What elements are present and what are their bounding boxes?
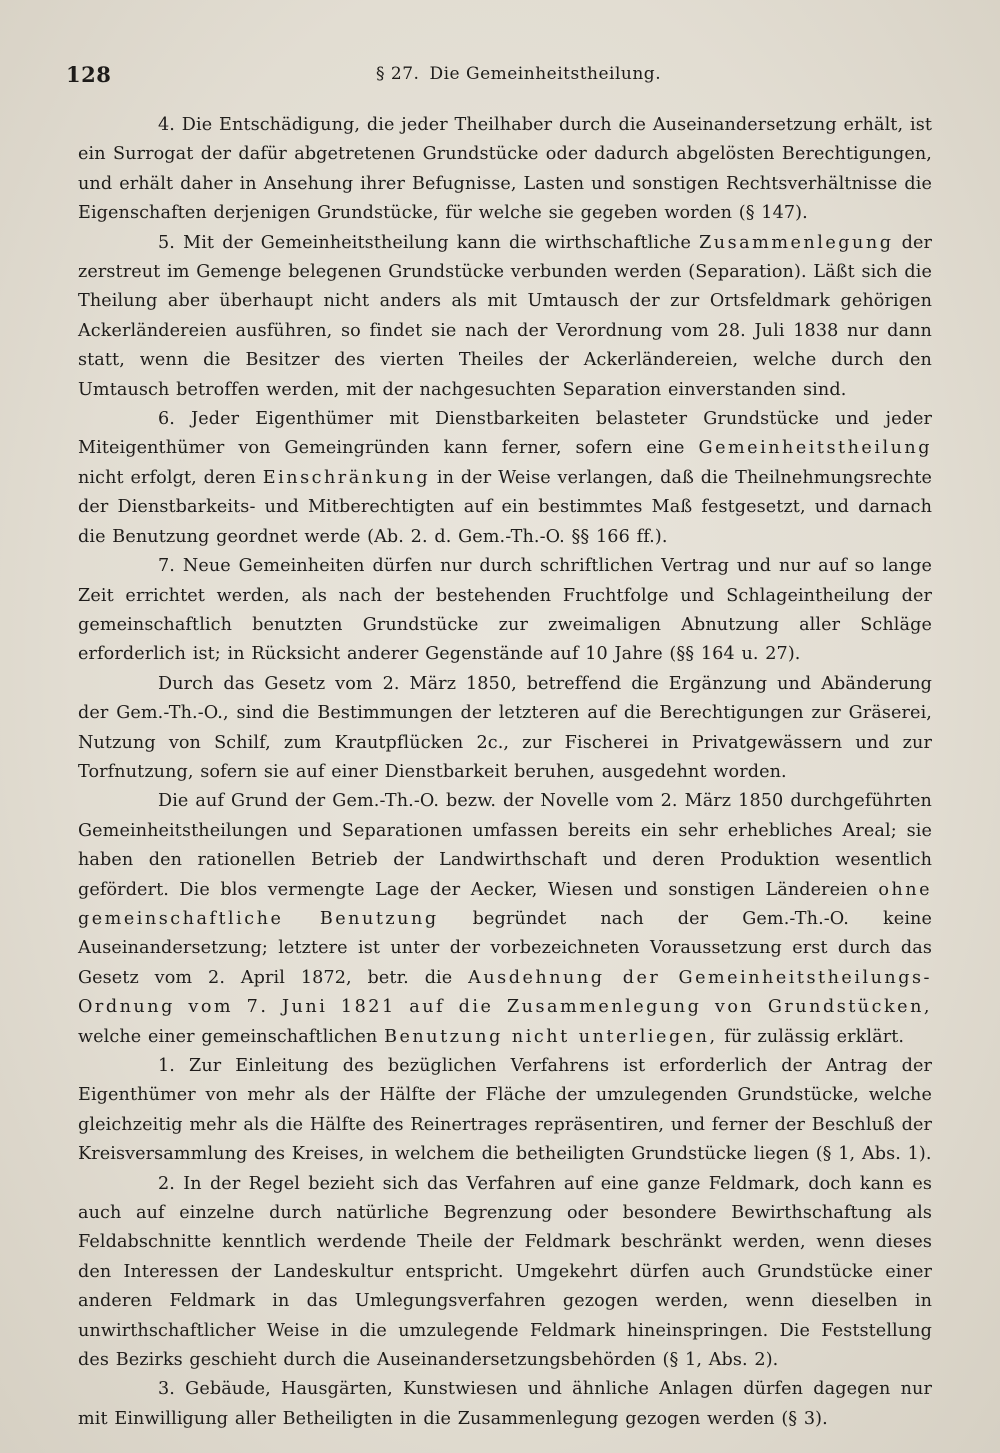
running-head bbox=[376, 64, 661, 84]
running-head-title: Die Gemeinheitstheilung. bbox=[429, 64, 662, 84]
paragraph-p7 bbox=[78, 552, 932, 670]
paragraph-text: Die auf Grund der Gem.-Th.-O. bezw. der Novelle vom 2. März 1850 durchgeführten Gemeinheitstheilungen und Separationen umfassen bereits ein sehr erhebliches Areal; sie haben den rationellen Betrieb der Landwirthschaft und deren Produktion wesentlich gefördert. Die blos vermengte Lage der Aecker, Wiesen und sonstigen Ländereien bbox=[78, 791, 932, 900]
paragraph-text: 3. Gebäude, Hausgärten, Kunstwiesen und ähnliche Anlagen dürfen dagegen nur mit Einwilligung aller Betheiligten in die Zusammenlegung gezogen werden (§ 3). bbox=[78, 1379, 932, 1429]
paragraph-p-z2 bbox=[78, 1170, 932, 1376]
paragraph-text: Durch das Gesetz vom 2. März 1850, betreffend die Ergänzung und Abänderung der Gem.-Th.-O., sind die Bestimmungen der letzteren auf die Berechtigungen zur Gräserei, Nutzung von Schilf, zum Krautpflücken 2c., zur Fischerei in Privatgewässern und zur Torfnutzung, sofern sie auf einer Dienstbarkeit beruhen, ausgedehnt worden. bbox=[78, 673, 932, 782]
paragraph-p-z1 bbox=[78, 1052, 932, 1170]
paragraph-text: 4. Die Entschädigung, die jeder Theilhaber durch die Auseinandersetzung erhält, ist ein Surrogat der dafür abgetretenen Grundstücke oder dadurch abgelösten Berechtigungen, und erhält daher in Ansehung ihrer Befugnisse, Lasten und sonstigen Rechtsverhältnisse die Eigenschaften derjenigen Grundstücke, für welche sie gegeben worden (§ 147). bbox=[78, 115, 932, 224]
spaced-emphasis-text: Zusammenlegung bbox=[699, 232, 894, 253]
page-header bbox=[66, 62, 936, 94]
spaced-emphasis-text: Einschränkung bbox=[262, 467, 431, 488]
paragraph-text: 2. In der Regel bezieht sich das Verfahren auf eine ganze Feldmark, doch kann es auch auf einzelne durch natürliche Begrenzung oder besondere Bewirthschaftung als Feldabschnitte kenntlich werdende Theile der Feldmark beschränkt werden, wenn dieses den Interessen der Landeskultur entspricht. Umgekehrt dürfen auch Grundstücke einer anderen Feldmark in das Umlegungsverfahren gezogen werden, wenn dieselben in unwirthschaftlicher Weise in die umzulegende Feldmark hineinspringen. Die Feststellung des Bezirks geschieht durch die Auseinandersetzungsbehörden (§ 1, Abs. 2). bbox=[78, 1173, 932, 1371]
paragraph-text: für zulässig erklärt. bbox=[717, 1026, 905, 1047]
paragraph-text: 6. Jeder Eigenthümer mit Dienstbarkeiten belasteter Grundstücke und jeder Miteigenthümer von Gemeingründen kann ferner, sofern eine bbox=[78, 409, 932, 459]
spaced-emphasis-text: Ausdehnung der Gemeinheitstheilungs-Ordnung vom 7. Juni 1821 auf die Zusammenlegung von Grundstücken, bbox=[78, 967, 932, 1018]
paragraph-p6 bbox=[78, 405, 932, 552]
body-text bbox=[78, 111, 932, 1434]
paragraph-text: nicht erfolgt, deren bbox=[78, 467, 263, 488]
paragraph-text: 5. Mit der Gemeinheitstheilung kann die wirthschaftliche bbox=[158, 232, 700, 253]
spaced-emphasis-text: Gemeinheitstheilung bbox=[698, 438, 932, 459]
spaced-emphasis-text: Benutzung nicht unterliegen, bbox=[384, 1026, 718, 1047]
paragraph-text: in der Weise verlangen, daß die Theilnehmungsrechte der Dienstbarkeits- und Mitberechtigten auf ein bestimmtes Maß festgesetzt, und darnach die Benutzung geordnet werde (Ab. 2. d. Gem.-Th.-O. §§ 166 ff.). bbox=[78, 467, 933, 547]
paragraph-text: 1. Zur Einleitung des bezüglichen Verfahrens ist erforderlich der Antrag der Eigenthümer von mehr als der Hälfte der Fläche der umzulegenden Grundstücke, welche gleichzeitig mehr als die Hälfte des Reinertrages repräsentiren, und ferner der Beschluß der Kreisversammlung des Kreises, in welchem die betheiligten Grundstücke liegen (§ 1, Abs. 1). bbox=[78, 1056, 932, 1165]
paragraph-p5 bbox=[78, 229, 932, 405]
paragraph-text: begründet nach der Gem.-Th.-O. keine Auseinandersetzung; letztere ist unter der vorbezeichneten Voraussetzung erst durch das Gesetz vom 2. April 1872, betr. die bbox=[78, 908, 932, 988]
paragraph-p-novelle bbox=[78, 787, 932, 1052]
paragraph-p4 bbox=[78, 111, 932, 229]
paragraph-p-z3 bbox=[78, 1375, 932, 1434]
paragraph-text: der zerstreut im Gemenge belegenen Grundstücke verbunden werden (Separation). Läßt sich die Theilung aber überhaupt nicht anders als mit Umtausch der zur Ortsfeldmark gehörigen Ackerländereien ausführen, so findet sie nach der Verordnung vom 28. Juli 1838 nur dann statt, wenn die Besitzer des vierten Theiles der Ackerländereien, welche durch den Umtausch betroffen werden, mit der nachgesuchten Separation einverstanden sind. bbox=[78, 232, 932, 400]
paragraph-text: welche einer gemeinschaftlichen bbox=[78, 1026, 385, 1047]
paragraph-p-gesetz-1850 bbox=[78, 670, 932, 788]
running-head-section: § 27. bbox=[376, 64, 420, 84]
spaced-emphasis-text: ohne gemeinschaftliche Benutzung bbox=[78, 879, 932, 929]
page-number: 128 bbox=[66, 62, 112, 87]
paragraph-text: 7. Neue Gemeinheiten dürfen nur durch schriftlichen Vertrag und nur auf so lange Zeit errichtet werden, als nach der bestehenden Fruchtfolge und Schlageintheilung der gemeinschaftlich benutzten Grundstücke zur zweimaligen Abnutzung aller Schläge erforderlich ist; in Rücksicht anderer Gegenstände auf 10 Jahre (§§ 164 u. 27). bbox=[78, 556, 932, 665]
